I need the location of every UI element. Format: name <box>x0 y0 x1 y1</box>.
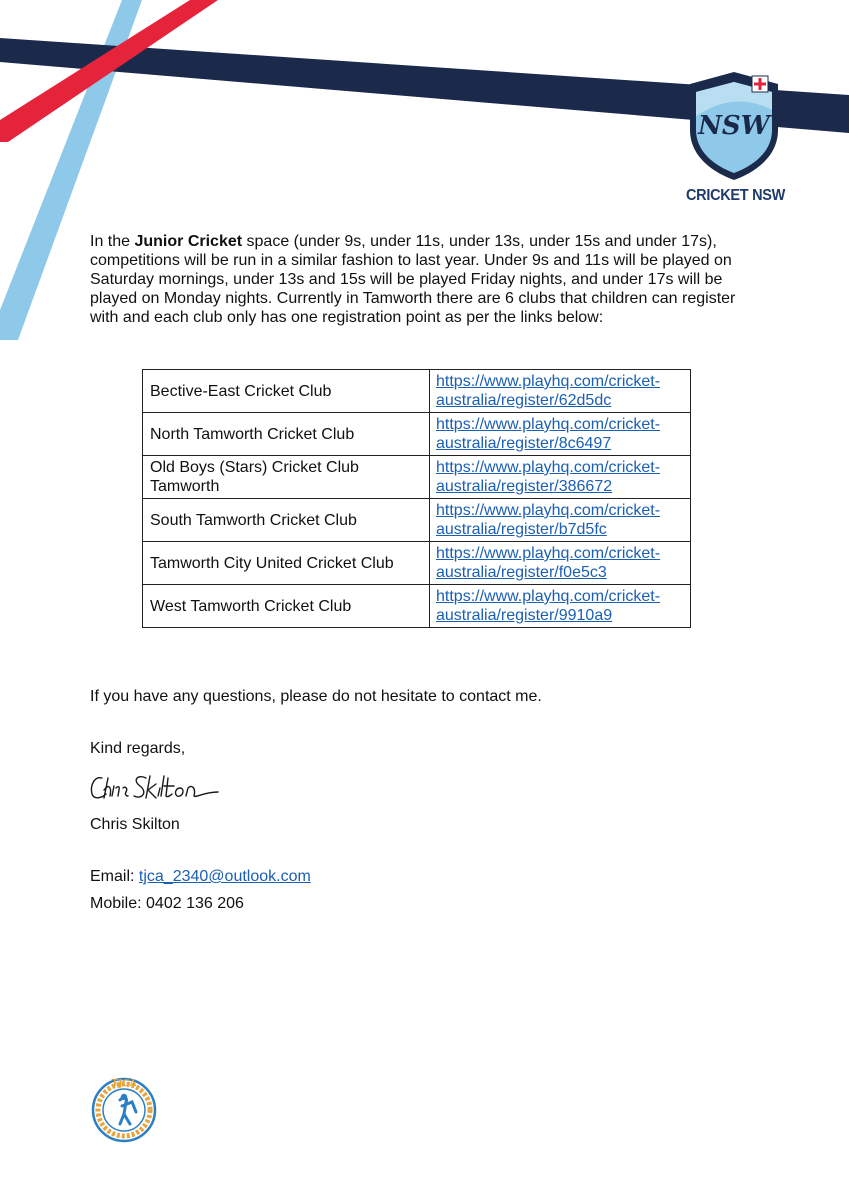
tjca-logo <box>90 1072 158 1144</box>
mobile-line: Mobile: 0402 136 206 <box>90 895 244 912</box>
club-name: Tamworth City United Cricket Club <box>143 542 430 585</box>
kind-regards: Kind regards, <box>90 740 186 757</box>
sender-name: Chris Skilton <box>90 816 180 833</box>
nsw-monogram: NSW <box>698 111 770 141</box>
registration-link[interactable]: https://www.playhq.com/cricket-australia/register/f0e5c3 <box>436 545 661 581</box>
club-name: West Tamworth Cricket Club <box>143 585 430 628</box>
registration-link[interactable]: https://www.playhq.com/cricket-australia/register/62d5dc <box>436 373 661 409</box>
registration-link[interactable]: https://www.playhq.com/cricket-australia/register/9910a9 <box>436 588 661 624</box>
table-row <box>143 499 691 542</box>
registration-link[interactable]: https://www.playhq.com/cricket-australia/register/386672 <box>436 459 661 495</box>
cricket-nsw-shield-logo <box>686 70 782 182</box>
table-row <box>143 585 691 628</box>
club-name: South Tamworth Cricket Club <box>143 499 430 542</box>
email-link[interactable]: tjca_2340@outlook.com <box>138 868 311 885</box>
registration-link[interactable]: https://www.playhq.com/cricket-australia/register/8c6497 <box>436 416 661 452</box>
junior-cricket-emphasis: Junior Cricket <box>134 233 243 250</box>
club-name: Bective-East Cricket Club <box>143 370 430 413</box>
table-row <box>143 413 691 456</box>
email-label: Email: <box>90 868 139 885</box>
cricket-nsw-wordmark: CRICKET NSW <box>686 187 786 205</box>
questions-text: If you have any questions, please do not hesitate to contact me. <box>90 688 542 705</box>
email-line <box>90 868 311 886</box>
table-row <box>143 456 691 499</box>
tjca-logo-text: TJCA <box>111 1079 137 1089</box>
table-row <box>143 370 691 413</box>
intro-paragraph: In the Junior Cricket space (under 9s, under 11s, under 13s, under 15s and under 17s), competitions will be run in a similar fashion to last year. Under 9s and 11s will be played on Saturday mornings, under 13s and 15s will be played Friday nights, and under 17s will be played on Monday nights. Currently in Tamworth there are 6 clubs that children can register with and each club only has one registration point as per the links below: <box>90 233 736 326</box>
club-name: Old Boys (Stars) Cricket Club Tamworth <box>143 456 430 499</box>
club-registration-table <box>142 369 691 628</box>
handwritten-signature <box>88 770 238 804</box>
registration-link[interactable]: https://www.playhq.com/cricket-australia/register/b7d5fc <box>436 502 661 538</box>
table-row <box>143 542 691 585</box>
club-name: North Tamworth Cricket Club <box>143 413 430 456</box>
